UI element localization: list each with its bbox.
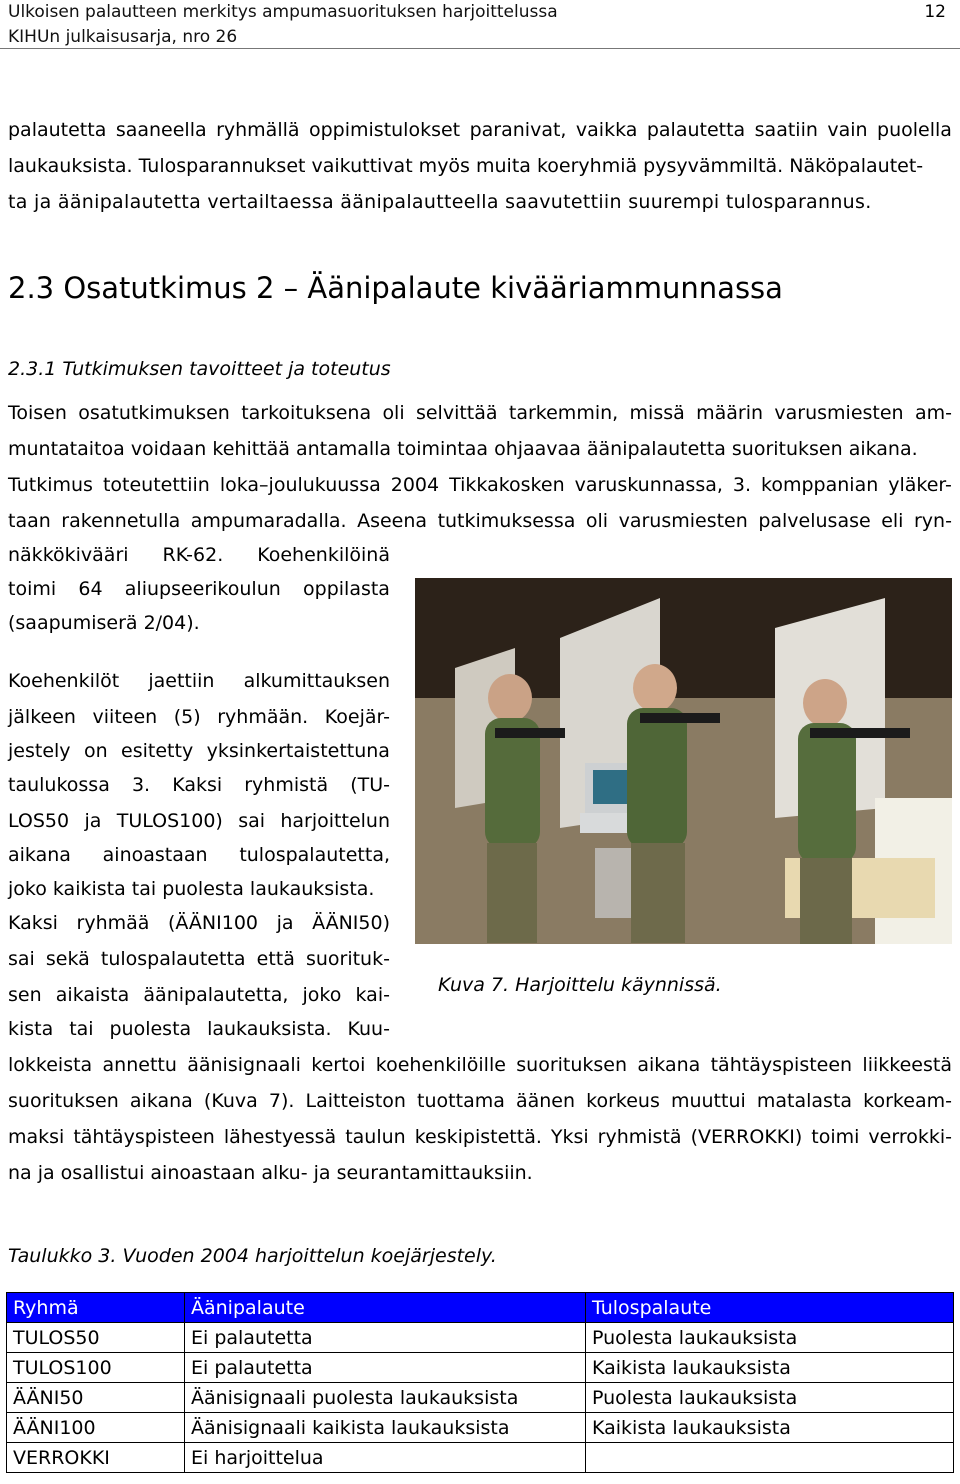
- word: Kaksi: [8, 912, 58, 934]
- word: jälkeen: [8, 706, 76, 728]
- section-heading: 2.3 Osatutkimus 2 – Äänipalaute kivääriammunnassa: [8, 271, 783, 305]
- word: komppanian: [761, 474, 879, 496]
- word: sai: [8, 948, 35, 970]
- para1-line-7: (saapumiserä 2/04).: [8, 612, 200, 634]
- word: ryhmällä: [216, 119, 300, 141]
- cell-group: VERROKKI: [7, 1443, 185, 1473]
- para1-line-1: [8, 400, 952, 426]
- word: oppilasta: [303, 578, 390, 600]
- subsection-heading: 2.3.1 Tutkimuksen tavoitteet ja toteutus: [8, 358, 391, 380]
- table-header-row: [7, 1293, 954, 1323]
- experiment-design-table: [6, 1292, 954, 1473]
- word: kai-: [355, 984, 390, 1006]
- intro-line-1: [8, 117, 952, 143]
- word: taulukossa: [8, 774, 110, 796]
- word: matalasta: [756, 1090, 853, 1112]
- word: varusmiesten: [618, 510, 748, 532]
- training-photo: [415, 578, 952, 944]
- word: yksinkertaistettuna: [206, 740, 390, 762]
- word: maksi: [8, 1126, 65, 1148]
- para1-line-4: [8, 508, 952, 534]
- word: saatiin: [754, 119, 818, 141]
- word: missä: [629, 402, 685, 424]
- word: 64: [78, 578, 103, 600]
- training-photo-illustration: [415, 578, 952, 944]
- word: Tutkimus: [8, 474, 93, 496]
- word: (TU-: [350, 774, 390, 796]
- word: sen: [8, 984, 42, 1006]
- word: varusmiesten: [774, 402, 904, 424]
- word: lokkeista: [8, 1054, 93, 1076]
- word: tarkemmin,: [508, 402, 619, 424]
- word: aikana: [637, 1054, 701, 1076]
- para1-line-2: muntataitoa voidaan kehittää antamalla toimintaa ohjaavaa äänipalautetta suorituksen aikana.: [8, 438, 918, 460]
- para1-line-6: [8, 576, 390, 602]
- table-row: [7, 1353, 954, 1383]
- cell-group: ÄÄNI100: [7, 1413, 185, 1443]
- word: (5): [173, 706, 201, 728]
- word: (VERROKKI): [690, 1126, 803, 1148]
- word: (ÄÄNI100: [167, 912, 259, 934]
- word: Tikkakosken: [449, 474, 565, 496]
- word: tähtäyspisteen: [710, 1054, 853, 1076]
- word: verrokki-: [868, 1126, 952, 1148]
- word: äänisignaali: [187, 1054, 301, 1076]
- word: kista: [8, 1018, 54, 1040]
- header-result-feedback: Tulospalaute: [586, 1293, 954, 1323]
- word: on: [83, 740, 108, 762]
- word: oli: [585, 510, 609, 532]
- word: määrin: [696, 402, 764, 424]
- para2-line-2: [8, 704, 390, 730]
- cell-result-feedback: [586, 1443, 954, 1473]
- word: laukauksista.: [207, 1018, 332, 1040]
- para2-line-10: [8, 982, 390, 1008]
- word: aikana: [129, 1090, 193, 1112]
- word: taulun: [345, 1126, 406, 1148]
- para2-line-6: [8, 842, 390, 868]
- cell-group: TULOS100: [7, 1353, 185, 1383]
- word: palvelusase: [758, 510, 871, 532]
- word: puolesta: [109, 1018, 192, 1040]
- page-number: 12: [924, 2, 946, 22]
- cell-result-feedback: Kaikista laukauksista: [586, 1413, 954, 1443]
- header-audio-feedback: Äänipalaute: [185, 1293, 586, 1323]
- word: (Kuva: [203, 1090, 258, 1112]
- running-header: [8, 0, 558, 50]
- word: jaettiin: [148, 670, 215, 692]
- word: tulospalautetta: [100, 948, 246, 970]
- cell-group: ÄÄNI50: [7, 1383, 185, 1413]
- word: ja: [276, 912, 294, 934]
- word: alkumittauksen: [243, 670, 390, 692]
- word: vain: [827, 119, 868, 141]
- word: joko: [302, 984, 342, 1006]
- cell-result-feedback: Puolesta laukauksista: [586, 1383, 954, 1413]
- word: osatutkimuksen: [78, 402, 230, 424]
- word: RK-62.: [162, 544, 224, 566]
- word: annettu: [102, 1054, 177, 1076]
- para2-line-7: joko kaikista tai puolesta laukauksista.: [8, 878, 375, 900]
- word: TULOS100): [116, 810, 223, 832]
- word: Aseena: [357, 510, 428, 532]
- word: suorituk-: [305, 948, 390, 970]
- word: ryn-: [913, 510, 952, 532]
- word: vaikka: [575, 119, 638, 141]
- word: äänen: [515, 1090, 576, 1112]
- word: varuskunnassa,: [574, 474, 723, 496]
- word: 2004: [390, 474, 440, 496]
- word: tuottama: [417, 1090, 505, 1112]
- word: ryhmistä: [597, 1126, 682, 1148]
- para1-line-3: [8, 472, 952, 498]
- cell-audio-feedback: Ei palautetta: [185, 1323, 586, 1353]
- word: rakennetulla: [61, 510, 181, 532]
- word: selvittää: [415, 402, 498, 424]
- word: toimi: [8, 578, 57, 600]
- word: Kaksi: [172, 774, 223, 796]
- word: sekä: [45, 948, 90, 970]
- word: paranivat,: [469, 119, 567, 141]
- header-divider: [0, 48, 960, 49]
- table-row: [7, 1443, 954, 1473]
- word: ja: [84, 810, 102, 832]
- word: toimi: [811, 1126, 860, 1148]
- word: tulospalautetta,: [239, 844, 390, 866]
- word: suorituksen: [516, 1054, 628, 1076]
- word: muuttui: [670, 1090, 746, 1112]
- word: ampumaradalla.: [190, 510, 347, 532]
- word: yläker-: [888, 474, 952, 496]
- para2-line-8: [8, 910, 390, 936]
- word: jestely: [8, 740, 71, 762]
- cell-audio-feedback: Ei palautetta: [185, 1353, 586, 1383]
- word: että: [256, 948, 295, 970]
- word: Laitteiston: [305, 1090, 406, 1112]
- series-name: KIHUn julkaisusarja, nro 26: [8, 27, 238, 47]
- word: tutkimuksessa: [437, 510, 576, 532]
- figure-caption: Kuva 7. Harjoittelu käynnissä.: [438, 974, 722, 996]
- word: puolella: [877, 119, 952, 141]
- para2-line-12: [8, 1052, 952, 1078]
- word: taan: [8, 510, 51, 532]
- para2-line-5: [8, 808, 390, 834]
- cell-group: TULOS50: [7, 1323, 185, 1353]
- word: eli: [881, 510, 904, 532]
- intro-line-2: laukauksista. Tulosparannukset vaikuttivat myös muita koeryhmiä pysyvämmiltä. Näköpalautet-: [8, 155, 924, 177]
- word: 7).: [268, 1090, 295, 1112]
- word: Toisen: [8, 402, 67, 424]
- table-row: [7, 1413, 954, 1443]
- cell-audio-feedback: Äänisignaali puolesta laukauksista: [185, 1383, 586, 1413]
- para2-line-13: [8, 1088, 952, 1114]
- word: aliupseerikoulun: [124, 578, 281, 600]
- word: suorituksen: [8, 1090, 119, 1112]
- document-title: Ulkoisen palautteen merkitys ampumasuorituksen harjoittelussa: [8, 2, 558, 22]
- word: korkeam-: [863, 1090, 952, 1112]
- word: 3.: [131, 774, 151, 796]
- cell-audio-feedback: Äänisignaali kaikista laukauksista: [185, 1413, 586, 1443]
- cell-result-feedback: Kaikista laukauksista: [586, 1353, 954, 1383]
- intro-line-3: ta ja äänipalautetta vertailtaessa äänipalautteella saavutettiin suurempi tulosparannus.: [8, 191, 872, 213]
- word: viiteen: [92, 706, 158, 728]
- word: näkkökivääri: [8, 544, 129, 566]
- word: keskipistettä.: [414, 1126, 542, 1148]
- word: lähestyessä: [223, 1126, 337, 1148]
- word: korkeus: [586, 1090, 660, 1112]
- table-caption: Taulukko 3. Vuoden 2004 harjoittelun koejärjestely.: [8, 1245, 497, 1267]
- word: Yksi: [550, 1126, 589, 1148]
- para1-line-5: [8, 542, 390, 568]
- word: Koehenkilöt: [8, 670, 120, 692]
- word: sai: [238, 810, 266, 832]
- header-group: Ryhmä: [7, 1293, 185, 1323]
- word: saaneella: [115, 119, 207, 141]
- word: loka–joulukuussa: [219, 474, 381, 496]
- word: palautetta: [8, 119, 107, 141]
- word: 3.: [732, 474, 752, 496]
- word: LOS50: [8, 810, 70, 832]
- word: oli: [382, 402, 405, 424]
- word: aikana: [8, 844, 71, 866]
- word: aikaista: [55, 984, 130, 1006]
- word: ryhmää: [76, 912, 150, 934]
- word: ryhmään.: [217, 706, 309, 728]
- word: Kuu-: [347, 1018, 390, 1040]
- word: koehenkilöille: [375, 1054, 506, 1076]
- word: ryhmistä: [244, 774, 329, 796]
- para2-line-15: na ja osallistui ainoastaan alku- ja seurantamittauksiin.: [8, 1162, 533, 1184]
- word: tarkoituksena: [241, 402, 372, 424]
- word: ÄÄNI50): [312, 912, 390, 934]
- para2-line-1: [8, 668, 390, 694]
- para2-line-3: [8, 738, 390, 764]
- word: tai: [69, 1018, 94, 1040]
- word: liikkeestä: [862, 1054, 952, 1076]
- word: am-: [914, 402, 952, 424]
- para2-line-14: [8, 1124, 952, 1150]
- word: Koehenkilöinä: [257, 544, 390, 566]
- table-row: [7, 1323, 954, 1353]
- word: harjoittelun: [280, 810, 390, 832]
- word: tähtäyspisteen: [73, 1126, 215, 1148]
- para2-line-4: [8, 772, 390, 798]
- word: äänipalautetta,: [143, 984, 289, 1006]
- cell-result-feedback: Puolesta laukauksista: [586, 1323, 954, 1353]
- para2-line-11: [8, 1016, 390, 1042]
- table-row: [7, 1383, 954, 1413]
- word: kertoi: [311, 1054, 366, 1076]
- word: ainoastaan: [102, 844, 208, 866]
- word: palautetta: [646, 119, 746, 141]
- word: esitetty: [121, 740, 194, 762]
- para2-line-9: [8, 946, 390, 972]
- word: oppimistulokset: [308, 119, 461, 141]
- word: Koejär-: [324, 706, 390, 728]
- word: toteutettiin: [102, 474, 210, 496]
- cell-audio-feedback: Ei harjoittelua: [185, 1443, 586, 1473]
